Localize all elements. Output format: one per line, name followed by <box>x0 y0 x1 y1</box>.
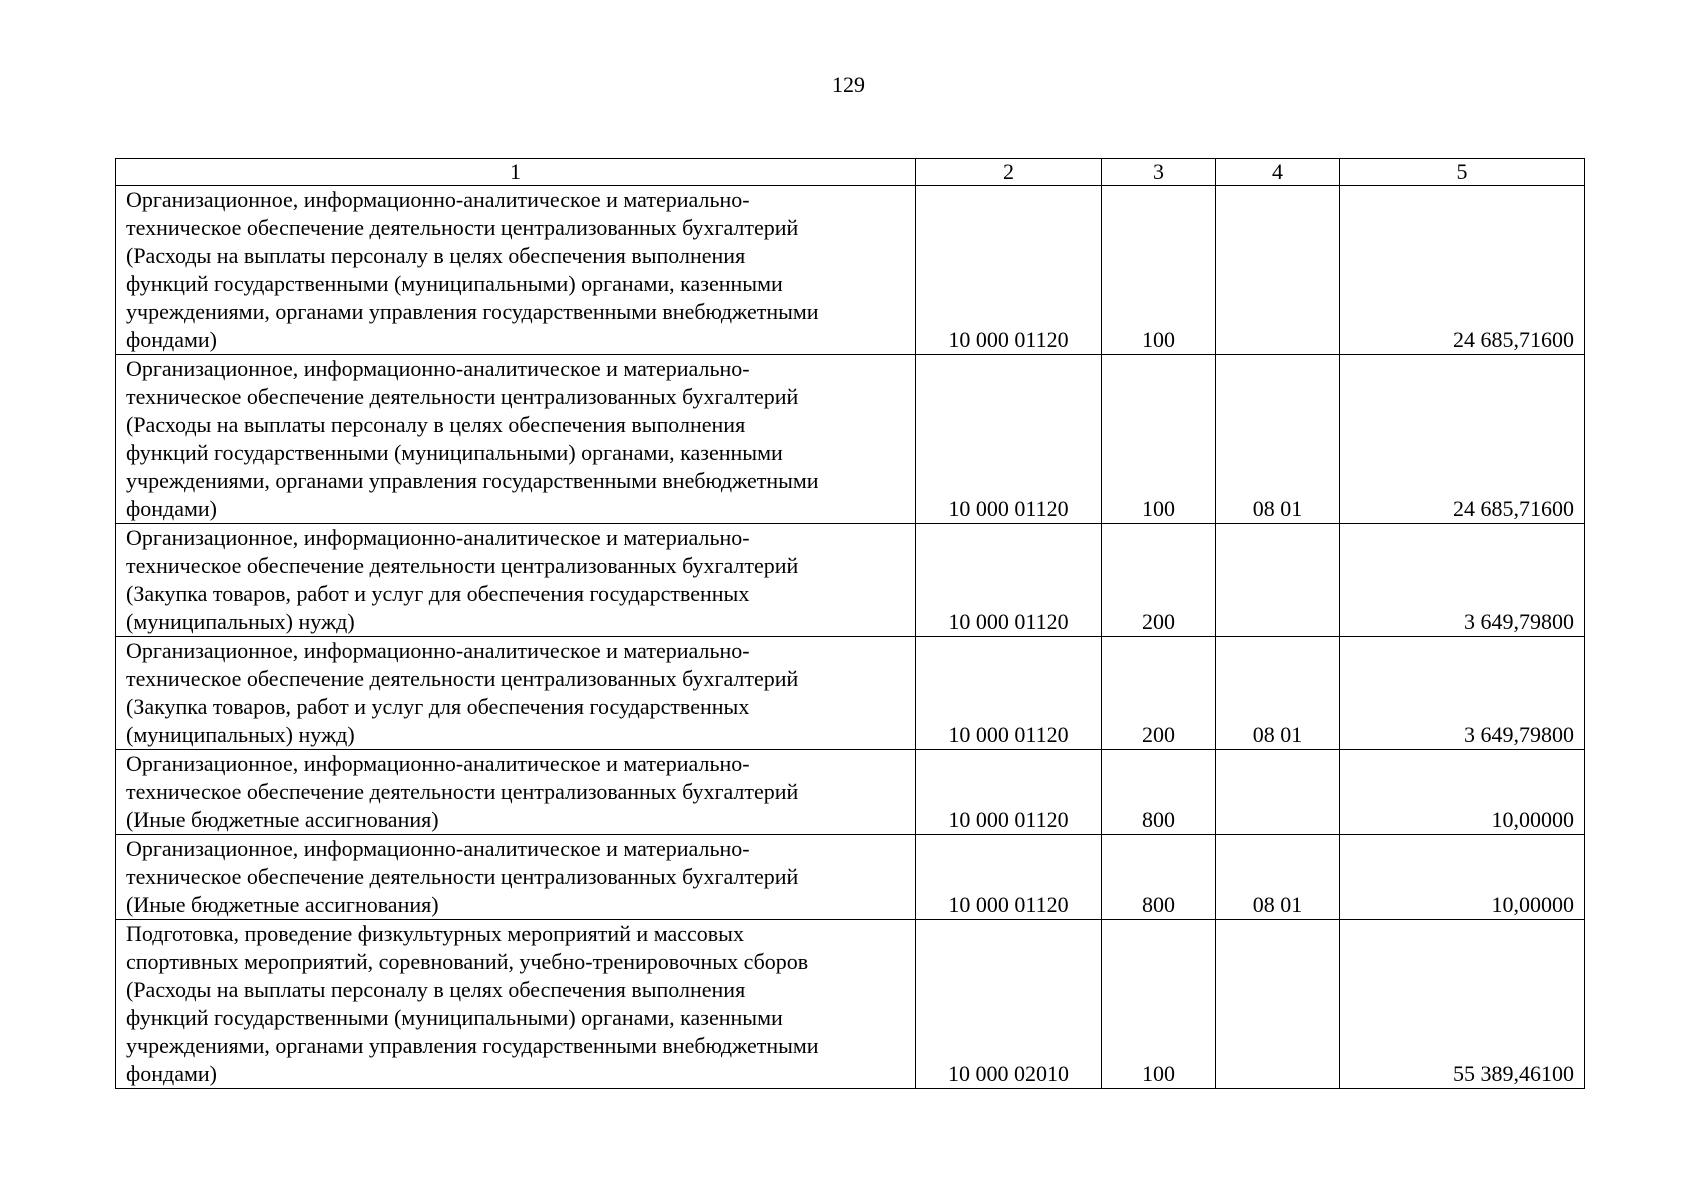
row-amount: 3 649,79800 <box>1340 637 1585 750</box>
row-description: Организационное, информационно-аналитическое и материально- техническое обеспечение деятельности централизованных бухгалтерий (Иные бюджетные ассигнования) <box>116 750 916 835</box>
header-col-3: 3 <box>1102 159 1216 186</box>
row-section-code: 08 01 <box>1216 835 1340 920</box>
header-col-1: 1 <box>116 159 916 186</box>
row-expense-type: 100 <box>1102 920 1216 1089</box>
table-row <box>116 835 1585 920</box>
table-row <box>116 186 1585 355</box>
row-expense-type: 100 <box>1102 186 1216 355</box>
row-expense-type: 200 <box>1102 637 1216 750</box>
row-description: Организационное, информационно-аналитическое и материально- техническое обеспечение деятельности централизованных бухгалтерий (Закупка товаров, работ и услуг для обеспечения государственных (муниципальных) нужд) <box>116 524 916 637</box>
row-description: Организационное, информационно-аналитическое и материально- техническое обеспечение деятельности централизованных бухгалтерий (Иные бюджетные ассигнования) <box>116 835 916 920</box>
row-amount: 3 649,79800 <box>1340 524 1585 637</box>
row-amount: 10,00000 <box>1340 750 1585 835</box>
header-col-4: 4 <box>1216 159 1340 186</box>
row-expense-type: 800 <box>1102 835 1216 920</box>
row-expense-type: 200 <box>1102 524 1216 637</box>
row-section-code: 08 01 <box>1216 637 1340 750</box>
row-amount: 55 389,46100 <box>1340 920 1585 1089</box>
row-section-code <box>1216 524 1340 637</box>
table-row <box>116 920 1585 1089</box>
table-row <box>116 750 1585 835</box>
row-section-code <box>1216 750 1340 835</box>
row-description: Организационное, информационно-аналитическое и материально- техническое обеспечение деятельности централизованных бухгалтерий (Расходы на выплаты персоналу в целях обеспечения выполнения функций государственными (муниципальными) органами, казенными учреждениями, органами управления государственными внебюджетными фондами) <box>116 186 916 355</box>
row-expense-type: 100 <box>1102 355 1216 524</box>
row-amount: 24 685,71600 <box>1340 355 1585 524</box>
row-section-code: 08 01 <box>1216 355 1340 524</box>
header-row <box>116 159 1585 186</box>
table-row <box>116 524 1585 637</box>
row-description: Организационное, информационно-аналитическое и материально- техническое обеспечение деятельности централизованных бухгалтерий (Закупка товаров, работ и услуг для обеспечения государственных (муниципальных) нужд) <box>116 637 916 750</box>
row-amount: 24 685,71600 <box>1340 186 1585 355</box>
row-amount: 10,00000 <box>1340 835 1585 920</box>
header-col-2: 2 <box>916 159 1102 186</box>
row-section-code <box>1216 920 1340 1089</box>
budget-table <box>115 158 1585 1089</box>
row-target-code: 10 000 01120 <box>916 524 1102 637</box>
row-expense-type: 800 <box>1102 750 1216 835</box>
table-row <box>116 637 1585 750</box>
row-description: Организационное, информационно-аналитическое и материально- техническое обеспечение деятельности централизованных бухгалтерий (Расходы на выплаты персоналу в целях обеспечения выполнения функций государственными (муниципальными) органами, казенными учреждениями, органами управления государственными внебюджетными фондами) <box>116 355 916 524</box>
row-target-code: 10 000 01120 <box>916 637 1102 750</box>
row-description: Подготовка, проведение физкультурных мероприятий и массовых спортивных мероприятий, соревнований, учебно-тренировочных сборов (Расходы на выплаты персоналу в целях обеспечения выполнения функций государственными (муниципальными) органами, казенными учреждениями, органами управления государственными внебюджетными фондами) <box>116 920 916 1089</box>
table-row <box>116 355 1585 524</box>
row-target-code: 10 000 01120 <box>916 186 1102 355</box>
header-col-5: 5 <box>1340 159 1585 186</box>
row-target-code: 10 000 01120 <box>916 750 1102 835</box>
row-target-code: 10 000 02010 <box>916 920 1102 1089</box>
row-target-code: 10 000 01120 <box>916 835 1102 920</box>
row-section-code <box>1216 186 1340 355</box>
row-target-code: 10 000 01120 <box>916 355 1102 524</box>
page-number: 129 <box>832 72 865 97</box>
